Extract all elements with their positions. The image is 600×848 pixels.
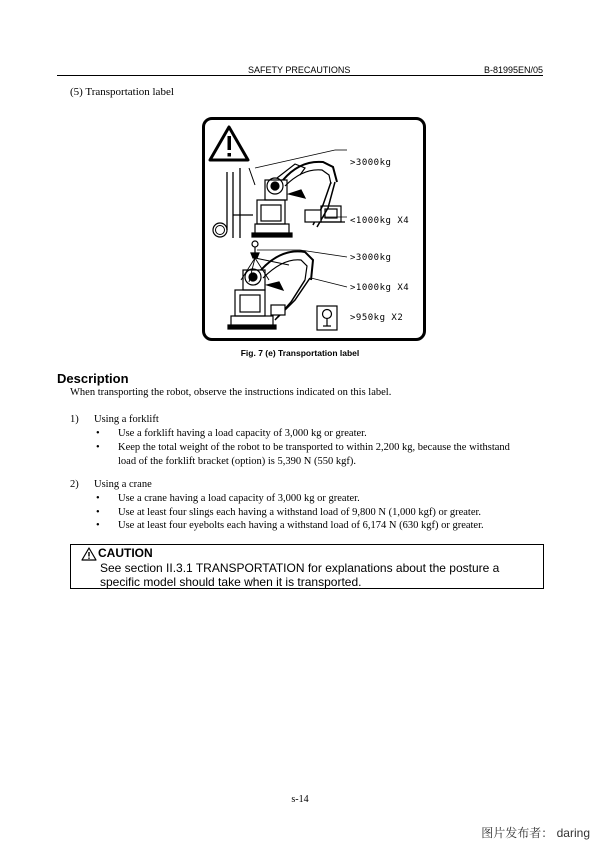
- forklift-list-heading: [70, 414, 550, 428]
- caution-title: CAUTION: [98, 546, 153, 560]
- section-label: (5) Transportation label: [70, 86, 174, 98]
- header-section-title: SAFETY PRECAUTIONS: [248, 65, 351, 75]
- caution-box: [70, 544, 544, 589]
- list-number: 1): [70, 414, 79, 425]
- label-weight-slings: >1000kg X4: [350, 283, 410, 293]
- forklift-bracket-icon: [319, 206, 345, 222]
- list-item-text: Keep the total weight of the robot to be transported to within 2,200 kg, because the withstand: [118, 442, 510, 453]
- list-title: Using a crane: [94, 479, 152, 490]
- watermark: 图片发布者： daring: [481, 826, 590, 840]
- transportation-label-image: [202, 117, 426, 341]
- header-rule: [57, 75, 543, 76]
- list-item-text: Use a forklift having a load capacity of 3,000 kg or greater.: [118, 428, 367, 439]
- bullet-icon: •: [96, 442, 100, 453]
- label-weight-robot-forklift: >3000kg: [350, 158, 392, 168]
- figure-caption: Fig. 7 (e) Transportation label: [240, 348, 360, 358]
- label-weight-forklift: <1000kg X4: [350, 216, 410, 226]
- eyebolt-icon: [317, 306, 337, 330]
- robot-forklift-drawing: [249, 150, 347, 237]
- crane-list-heading: [70, 479, 550, 493]
- header-document-id: B-81995EN/05: [483, 65, 543, 75]
- list-item: [96, 506, 556, 520]
- bullet-icon: •: [96, 428, 100, 439]
- caution-text-line-1: See section II.3.1 TRANSPORTATION for explanations about the posture a: [100, 561, 500, 575]
- list-item: [96, 519, 556, 533]
- warning-triangle-icon: [210, 127, 248, 160]
- list-item: [96, 492, 556, 506]
- page-number: s-14: [291, 794, 309, 805]
- list-item-text: Use at least four slings each having a withstand load of 9,800 N (1,000 kgf) or greater.: [118, 507, 482, 518]
- caution-triangle-icon: [81, 547, 97, 561]
- transportation-label-drawing: [205, 120, 423, 338]
- label-weight-robot-crane: >3000kg: [350, 253, 392, 263]
- list-item: [96, 441, 556, 469]
- forklift-icon: [213, 168, 253, 238]
- description-heading: Description: [57, 371, 129, 386]
- bullet-icon: •: [96, 507, 100, 518]
- list-item-text-continued: load of the forklift bracket (option) is 5,390 N (550 kgf).: [118, 455, 356, 467]
- bullet-icon: •: [96, 493, 100, 504]
- bullet-icon: •: [96, 520, 100, 531]
- description-intro: When transporting the robot, observe the instructions indicated on this label.: [70, 387, 392, 398]
- caution-text-line-2: specific model should take when it is transported.: [100, 575, 362, 589]
- list-item-text: Use a crane having a load capacity of 3,000 kg or greater.: [118, 493, 360, 504]
- list-item: [96, 427, 556, 441]
- list-title: Using a forklift: [94, 414, 159, 425]
- list-number: 2): [70, 479, 79, 490]
- list-item-text: Use at least four eyebolts each having a withstand load of 6,174 N (630 kgf) or greater.: [118, 520, 484, 531]
- label-weight-eyebolts: >950kg X2: [350, 313, 404, 323]
